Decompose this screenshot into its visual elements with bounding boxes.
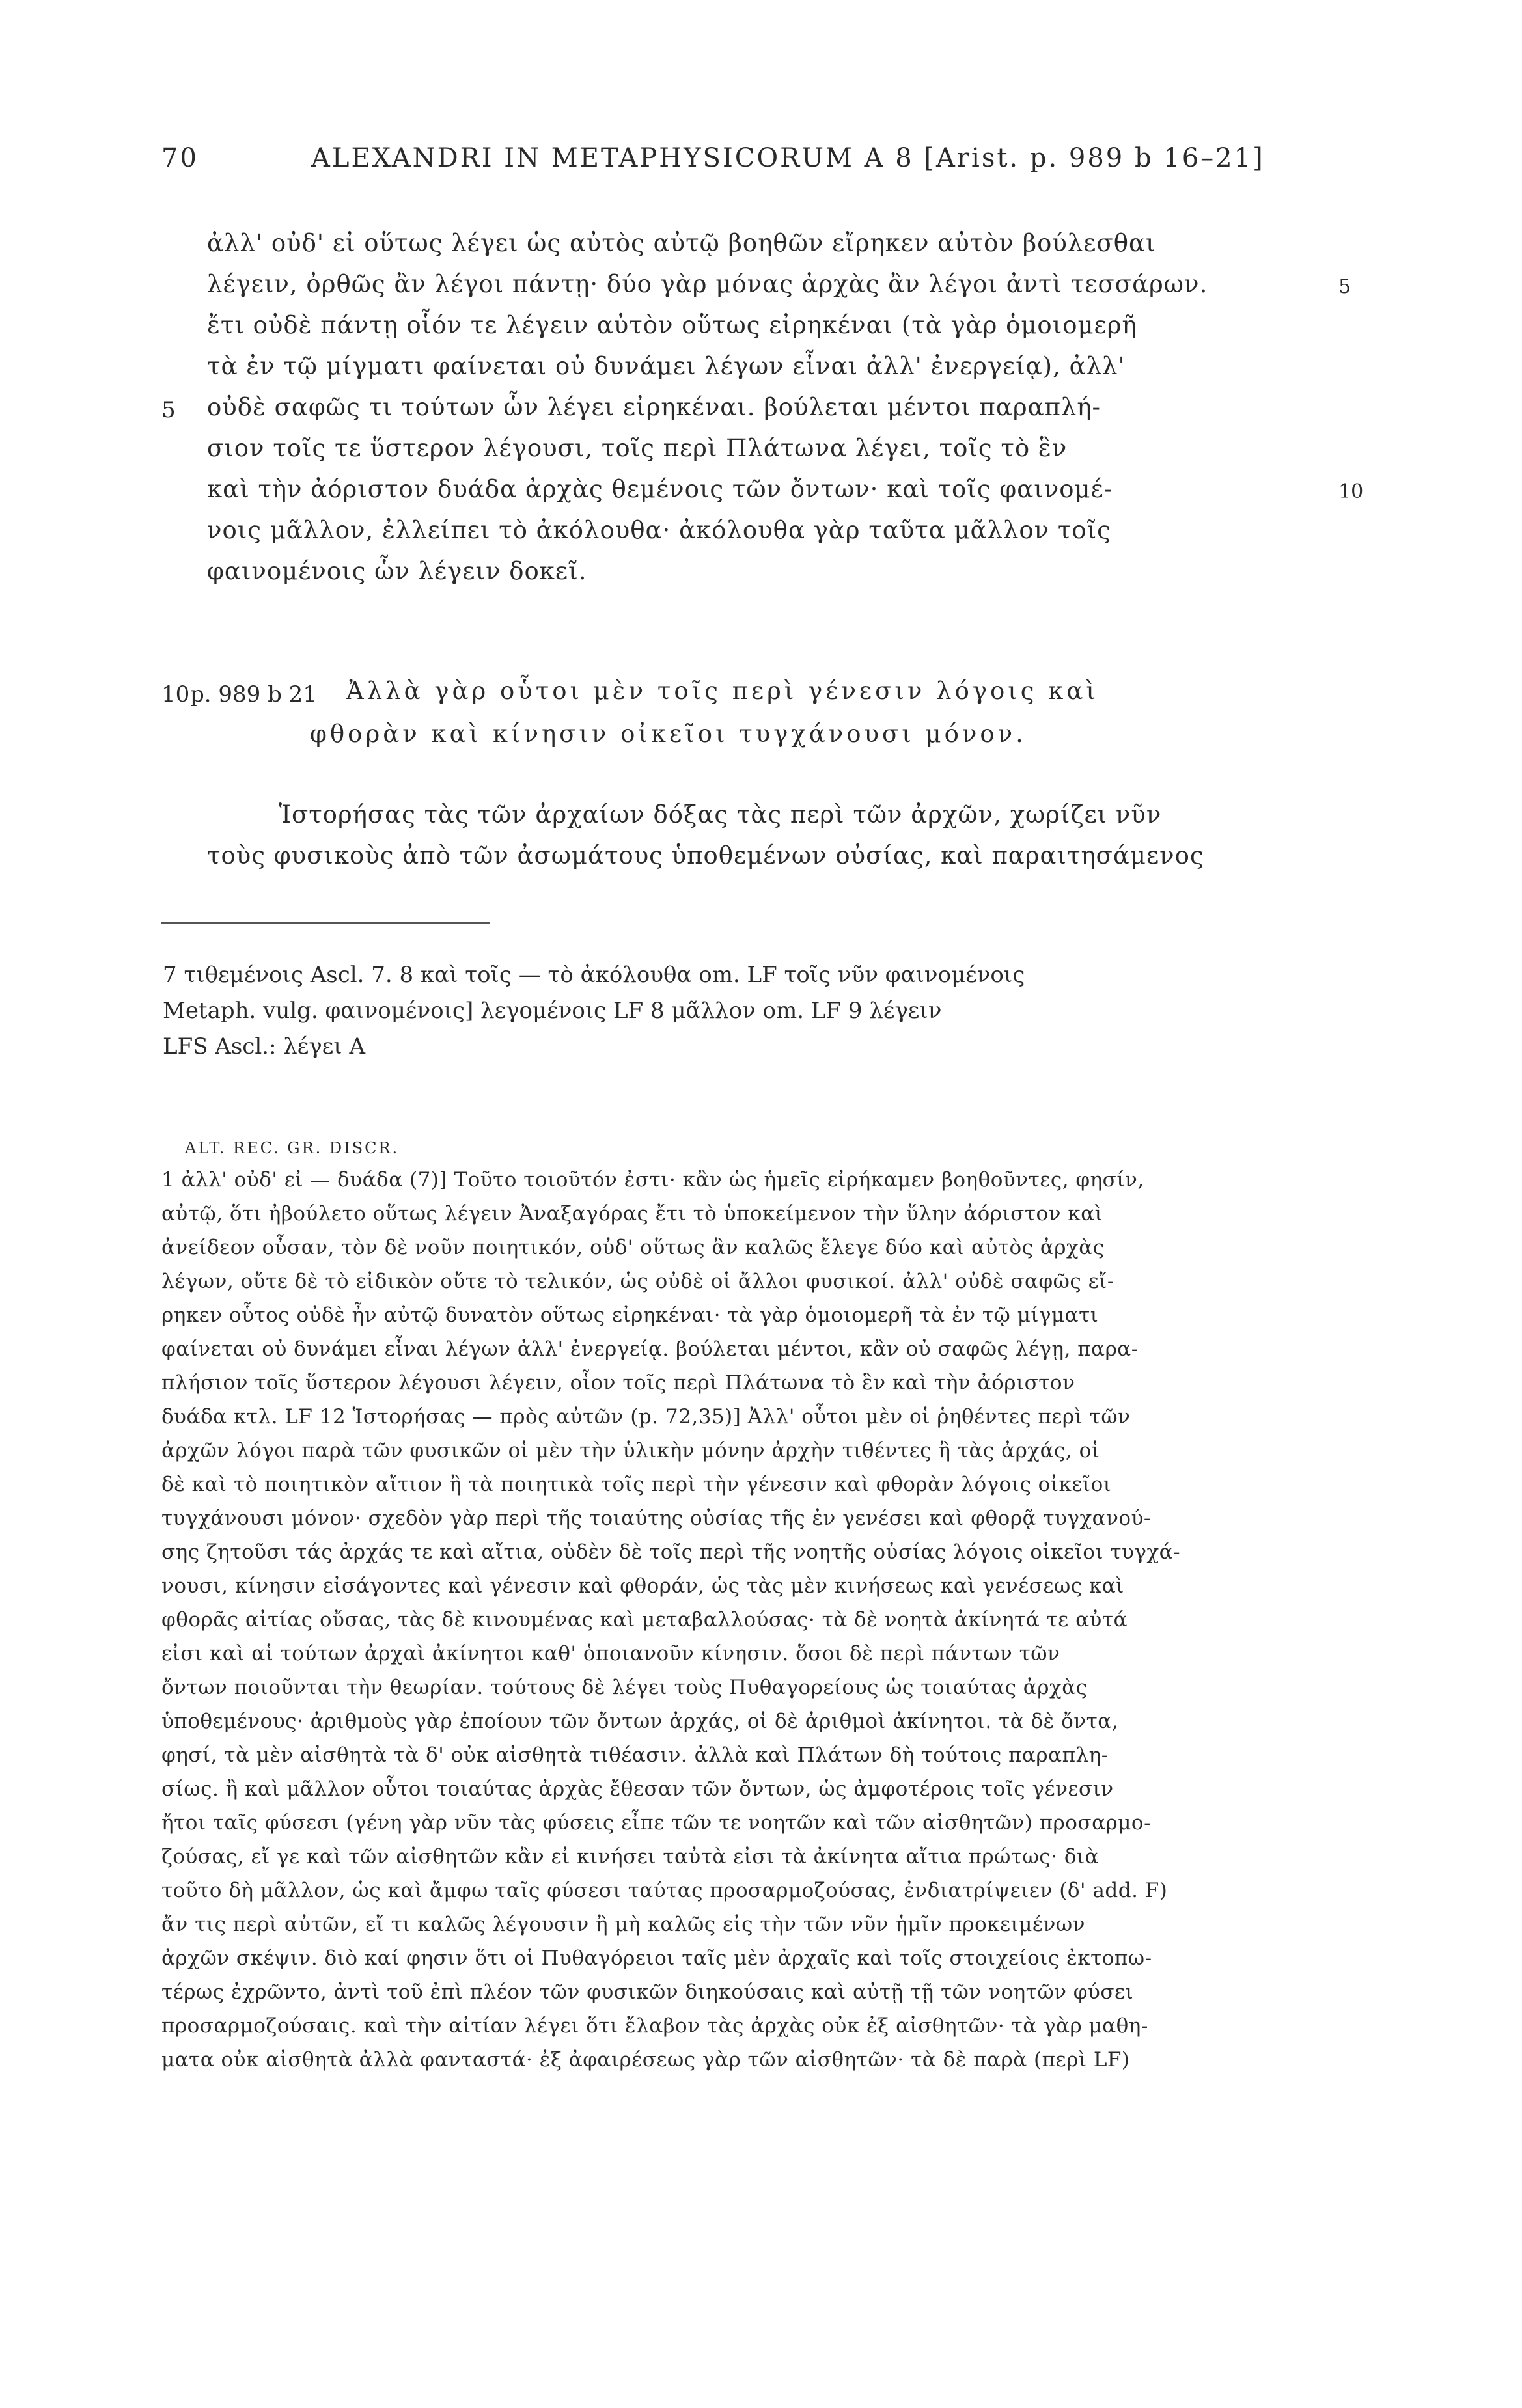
alt-line-10: δὲ καὶ τὸ ποιητικὸν αἴτιον ἢ τὰ ποιητικὰ τοῖς περὶ τὴν γένεσιν καὶ φθορὰν λόγοις οἰκεῖοι (161, 1473, 1112, 1496)
alt-line-15: εἰσι καὶ αἱ τούτων ἀρχαὶ ἀκίνητοι καθ' ὁποιανοῦν κίνησιν. ὅσοι δὲ περὶ πάντων τῶν (161, 1642, 1060, 1665)
alt-line-20: ἤτοι ταῖς φύσεσι (γένη γὰρ νῦν τὰς φύσεις εἶπε τῶν τε νοητῶν καὶ τῶν αἰσθητῶν) προσαρμο- (161, 1811, 1152, 1835)
alt-line-24: ἀρχῶν σκέψιν. διὸ καί φησιν ὅτι οἱ Πυθαγόρειοι ταῖς μὲν ἀρχαῖς καὶ τοῖς στοιχείοις ἐκτοπω- (161, 1947, 1152, 1970)
paragraph-2-line-2: τοὺς φυσικοὺς ἀπὸ τῶν ἀσωμάτους ὑποθεμένων οὐσίας, καὶ παραιτησάμενος (207, 841, 1204, 869)
alt-line-9: ἀρχῶν λόγοι παρὰ τῶν φυσικῶν οἱ μὲν τὴν ὑλικὴν μόνην ἀρχὴν τιθέντες ἢ τὰς ἀρχάς, οἱ (161, 1439, 1100, 1462)
running-title: ALEXANDRI IN METAPHYSICORUM Α 8 [Arist. p. 989 b 16–21] (311, 143, 1265, 173)
alt-line-3: ἀνείδεον οὖσαν, τὸν δὲ νοῦν ποιητικόν, οὐδ' οὕτως ἂν καλῶς ἔλεγε δύο καὶ αὐτὸς ἀρχὰς (161, 1236, 1105, 1259)
alt-line-18: φησί, τὰ μὲν αἰσθητὰ τὰ δ' οὐκ αἰσθητὰ τιθέασιν. ἀλλὰ καὶ Πλάτων δὴ τούτοις παραπλη- (161, 1744, 1109, 1767)
alt-line-22: τοῦτο δὴ μᾶλλον, ὡς καὶ ἄμφω ταῖς φύσεσι ταύτας προσαρμοζούσας, ἐνδιατρίψειεν (δ' add. F) (161, 1879, 1168, 1902)
alt-line-23: ἄν τις περὶ αὐτῶν, εἴ τι καλῶς λέγουσιν ἢ μὴ καλῶς εἰς τὴν τῶν νῦν ἡμῖν προκειμένων (161, 1913, 1085, 1936)
alt-line-4: λέγων, οὔτε δὲ τὸ εἰδικὸν οὔτε τὸ τελικόν, ὡς οὐδὲ οἱ ἄλλοι φυσικοί. ἀλλ' οὐδὲ σαφῶς εἴ- (161, 1270, 1114, 1293)
alt-line-1: 1 ἀλλ' οὐδ' εἰ — δυάδα (7)] Τοῦτο τοιοῦτόν ἐστι· κἂν ὡς ἡμεῖς εἰρήκαμεν βοηθοῦντες, φησίν, (161, 1168, 1144, 1192)
alt-line-25: τέρως ἐχρῶντο, ἀντὶ τοῦ ἐπὶ πλέον τῶν φυσικῶν διηκούσαις καὶ αὐτῇ τῇ τῶν νοητῶν φύσει (161, 1980, 1134, 2004)
line-number-left-5: 5 (161, 397, 176, 423)
alt-line-16: ὄντων ποιοῦνται τὴν θεωρίαν. τούτους δὲ λέγει τοὺς Πυθαγορείους ὡς τοιαύτας ἀρχὰς (161, 1676, 1088, 1699)
main-line-3: ἔτι οὐδὲ πάντῃ οἷόν τε λέγειν αὐτὸν οὕτως εἰρηκέναι (τὰ γὰρ ὁμοιομερῆ (207, 311, 1137, 339)
paragraph-2-line-1: Ἱστορήσας τὰς τῶν ἀρχαίων δόξας τὰς περὶ τῶν ἀρχῶν, χωρίζει νῦν (279, 800, 1162, 828)
alt-line-8: δυάδα κτλ. LF 12 Ἱστορήσας — πρὸς αὐτῶν (p. 72,35)] Ἀλλ' οὗτοι μὲν οἱ ῥηθέντες περὶ τῶν (161, 1405, 1131, 1429)
main-line-1: ἀλλ' οὐδ' εἰ οὕτως λέγει ὡς αὐτὸς αὐτῷ βοηθῶν εἴρηκεν αὐτὸν βούλεσθαι (207, 229, 1156, 257)
main-line-6: σιον τοῖς τε ὕστερον λέγουσι, τοῖς περὶ Πλάτωνα λέγει, τοῖς τὸ ἓν (207, 434, 1068, 462)
alt-line-21: ζούσας, εἴ γε καὶ τῶν αἰσθητῶν κἂν εἰ κινήσει ταὐτὰ εἰσι τὰ ἀκίνητα αἴτια πρώτως· διὰ (161, 1845, 1100, 1868)
alt-line-14: φθορᾶς αἰτίας οὔσας, τὰς δὲ κινουμένας καὶ μεταβαλλούσας· τὰ δὲ νοητὰ ἀκίνητά τε αὐτά (161, 1608, 1128, 1632)
alt-line-19: σίως. ἢ καὶ μᾶλλον οὗτοι τοιαύτας ἀρχὰς ἔθεσαν τῶν ὄντων, ὡς ἀμφοτέροις τοῖς γένεσιν (161, 1777, 1114, 1801)
alt-line-17: ὑποθεμένους· ἀριθμοὺς γὰρ ἐποίουν τῶν ὄντων ἀρχάς, οἱ δὲ ἀριθμοὶ ἀκίνητοι. τὰ δὲ ὄντα, (161, 1710, 1119, 1733)
alt-line-7: πλήσιον τοῖς ὕστερον λέγουσι λέγειν, οἷον τοῖς περὶ Πλάτωνα τὸ ἓν καὶ τὴν ἀόριστον (161, 1371, 1075, 1395)
alt-line-11: τυγχάνουσι μόνον· σχεδὸν γὰρ περὶ τῆς τοιαύτης οὐσίας τῆς ἐν γενέσει καὶ φθορᾷ τυγχανού- (161, 1507, 1151, 1530)
page-number: 70 (161, 143, 199, 173)
alt-line-13: νουσι, κίνησιν εἰσάγοντες καὶ γένεσιν καὶ φθοράν, ὡς τὰς μὲν κινήσεως καὶ γενέσεως καὶ (161, 1574, 1124, 1598)
aristotle-line-1: Ἀλλὰ γὰρ οὗτοι μὲν τοῖς περὶ γένεσιν λόγοις καὶ (346, 677, 1099, 705)
alt-line-27: ματα οὐκ αἰσθητὰ ἀλλὰ φανταστά· ἐξ ἀφαιρέσεως γὰρ τῶν αἰσθητῶν· τὰ δὲ παρὰ (περὶ LF) (161, 2048, 1130, 2072)
apparatus-line-3: LFS Ascl.: λέγει A (163, 1033, 366, 1060)
main-line-5: οὐδὲ σαφῶς τι τούτων ὧν λέγει εἰρηκέναι. βούλεται μέντοι παραπλή- (207, 393, 1101, 421)
main-line-9: φαινομένοις ὧν λέγειν δοκεῖ. (207, 557, 587, 585)
line-number-left-10: 10 (161, 681, 190, 707)
main-line-4: τὰ ἐν τῷ μίγματι φαίνεται οὐ δυνάμει λέγων εἶναι ἀλλ' ἐνεργείᾳ), ἀλλ' (207, 352, 1126, 380)
alt-line-12: σης ζητοῦσι τάς ἀρχάς τε καὶ αἴτια, οὐδὲν δὲ τοῖς περὶ τῆς νοητῆς οὐσίας λόγοις οἰκεῖοι τυγχά- (161, 1540, 1181, 1564)
apparatus-line-2: Metaph. vulg. φαινομένοις] λεγομένοις LF 8 μᾶλλον om. LF 9 λέγειν (163, 998, 942, 1024)
alt-line-26: προσαρμοζούσαις. καὶ τὴν αἰτίαν λέγει ὅτι ἔλαβον τὰς ἀρχὰς οὐκ ἐξ αἰσθητῶν· τὰ γὰρ μαθη- (161, 2014, 1148, 2038)
alt-line-2: αὐτῷ, ὅτι ἠβούλετο οὕτως λέγειν Ἀναξαγόρας ἔτι τὸ ὑποκείμενον τὴν ὕλην ἀόριστον καὶ (161, 1202, 1103, 1225)
alt-recension-heading: ALT. REC. GR. DISCR. (185, 1139, 400, 1157)
alt-line-6: φαίνεται οὐ δυνάμει εἶναι λέγων ἀλλ' ἐνεργείᾳ. βούλεται μέντοι, κἂν οὐ σαφῶς λέγῃ, παρα- (161, 1337, 1139, 1361)
line-number-right-10: 10 (1338, 480, 1364, 503)
alt-line-5: ρηκεν οὗτος οὐδὲ ἦν αὐτῷ δυνατὸν οὕτως εἰρηκέναι· τὰ γὰρ ὁμοιομερῆ τὰ ἐν τῷ μίγματι (161, 1304, 1099, 1327)
apparatus-line-1: 7 τιθεμένοις Ascl. 7. 8 καὶ τοῖς — τὸ ἀκόλουθα om. LF τοῖς νῦν φαινομένοις (163, 962, 1025, 988)
aristotle-line-2: φθορὰν καὶ κίνησιν οἰκεῖοι τυγχάνουσι μόνον. (310, 720, 1027, 748)
aristotle-reference: p. 989 b 21 (190, 681, 317, 707)
footnote-rule (161, 922, 490, 924)
main-line-8: νοις μᾶλλον, ἐλλείπει τὸ ἀκόλουθα· ἀκόλουθα γὰρ ταῦτα μᾶλλον τοῖς (207, 516, 1111, 544)
main-line-7: καὶ τὴν ἀόριστον δυάδα ἀρχὰς θεμένοις τῶν ὄντων· καὶ τοῖς φαινομέ- (207, 475, 1113, 503)
main-line-2: λέγειν, ὀρθῶς ἂν λέγοι πάντῃ· δύο γὰρ μόνας ἀρχὰς ἂν λέγοι ἀντὶ τεσσάρων. (207, 270, 1208, 298)
line-number-right-5: 5 (1338, 275, 1351, 298)
